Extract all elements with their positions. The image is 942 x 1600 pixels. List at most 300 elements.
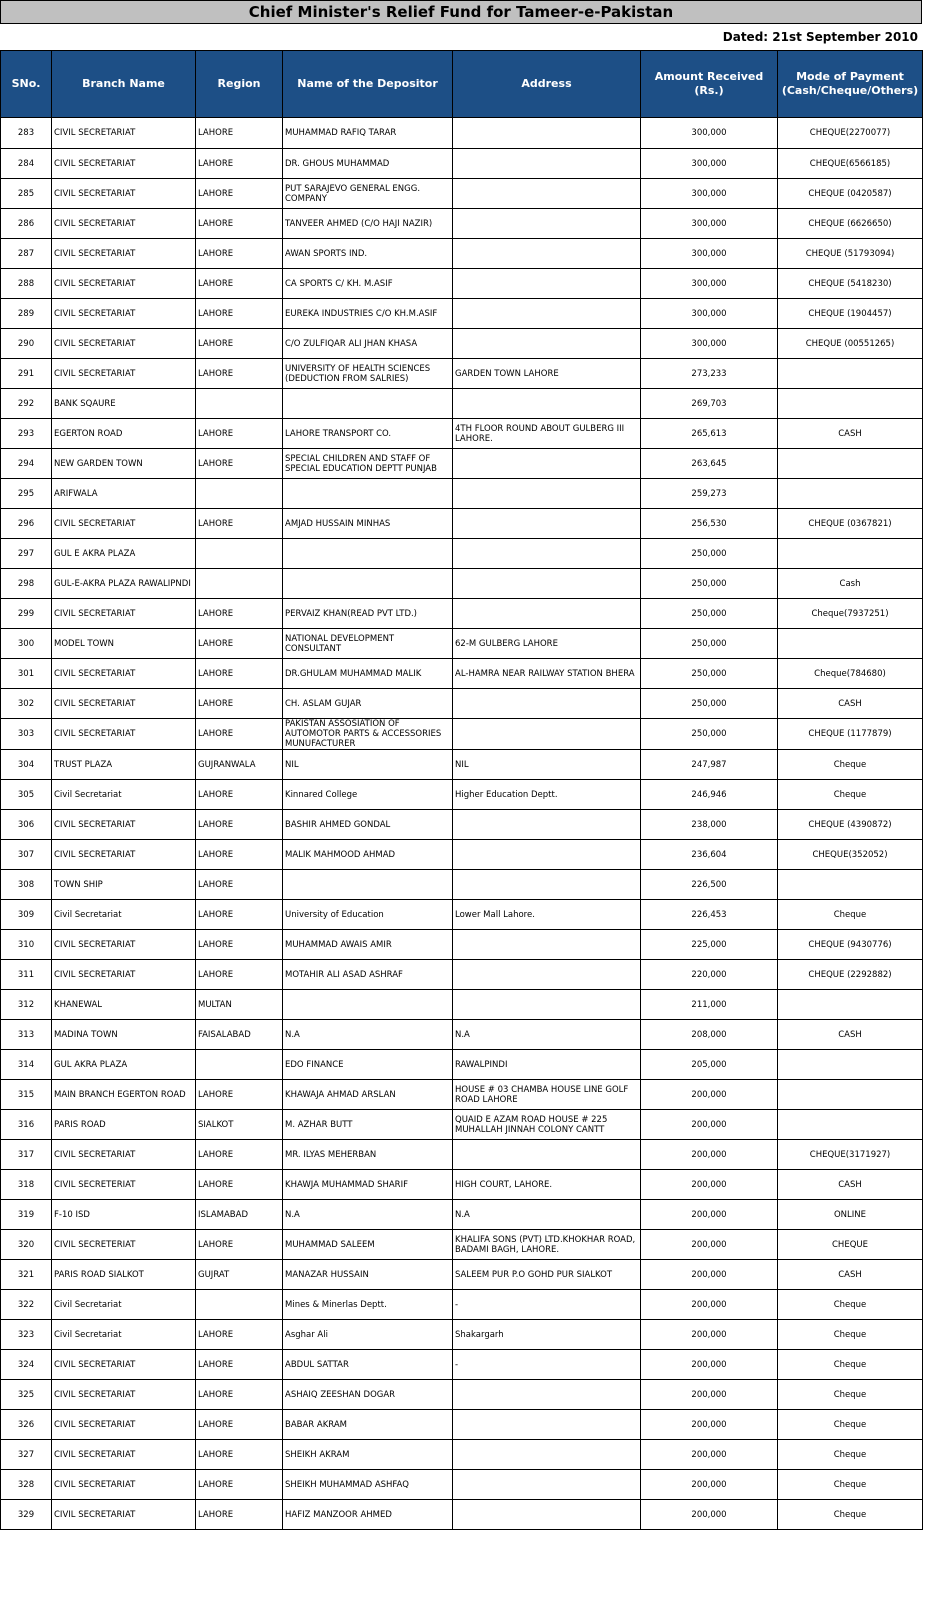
region-cell: LAHORE: [196, 1410, 283, 1440]
branch-cell: ARIFWALA: [52, 479, 196, 509]
depositor-cell: CH. ASLAM GUJAR: [283, 689, 453, 719]
branch-cell: CIVIL SECRETARIAT: [52, 209, 196, 239]
address-cell: Higher Education Deptt.: [453, 780, 641, 810]
payment-mode-cell: Cheque: [778, 1500, 923, 1530]
sno-cell: 326: [1, 1410, 52, 1440]
sno-cell: 319: [1, 1200, 52, 1230]
table-row: [1, 810, 923, 840]
address-cell: [453, 479, 641, 509]
address-cell: [453, 840, 641, 870]
payment-mode-cell: CHEQUE (1904457): [778, 299, 923, 329]
region-cell: [196, 539, 283, 569]
branch-cell: CIVIL SECRETERIAT: [52, 1170, 196, 1200]
sno-cell: 309: [1, 900, 52, 930]
branch-cell: CIVIL SECRETARIAT: [52, 810, 196, 840]
address-cell: [453, 599, 641, 629]
region-cell: LAHORE: [196, 209, 283, 239]
region-cell: LAHORE: [196, 870, 283, 900]
amount-cell: 269,703: [641, 389, 778, 419]
depositor-cell: AMJAD HUSSAIN MINHAS: [283, 509, 453, 539]
branch-cell: NEW GARDEN TOWN: [52, 449, 196, 479]
branch-cell: CIVIL SECRETARIAT: [52, 1350, 196, 1380]
depositor-cell: [283, 569, 453, 599]
branch-cell: MAIN BRANCH EGERTON ROAD: [52, 1080, 196, 1110]
sno-cell: 292: [1, 389, 52, 419]
amount-cell: 200,000: [641, 1290, 778, 1320]
amount-cell: 259,273: [641, 479, 778, 509]
region-cell: LAHORE: [196, 239, 283, 269]
region-cell: LAHORE: [196, 1140, 283, 1170]
region-cell: LAHORE: [196, 1350, 283, 1380]
address-cell: Lower Mall Lahore.: [453, 900, 641, 930]
payment-mode-cell: Cheque: [778, 1320, 923, 1350]
region-cell: LAHORE: [196, 1230, 283, 1260]
address-cell: [453, 449, 641, 479]
branch-cell: GUL AKRA PLAZA: [52, 1050, 196, 1080]
address-cell: [453, 118, 641, 149]
header-payment-mode: Mode of Payment (Cash/Cheque/Others): [778, 51, 923, 118]
address-cell: -: [453, 1350, 641, 1380]
sno-cell: 315: [1, 1080, 52, 1110]
region-cell: LAHORE: [196, 810, 283, 840]
table-row: [1, 1110, 923, 1140]
depositor-cell: DR.GHULAM MUHAMMAD MALIK: [283, 659, 453, 689]
table-row: [1, 1050, 923, 1080]
address-cell: [453, 239, 641, 269]
branch-cell: CIVIL SECRETERIAT: [52, 1230, 196, 1260]
branch-cell: Civil Secretariat: [52, 780, 196, 810]
payment-mode-cell: [778, 1110, 923, 1140]
sno-cell: 324: [1, 1350, 52, 1380]
depositor-cell: [283, 539, 453, 569]
branch-cell: CIVIL SECRETARIAT: [52, 1140, 196, 1170]
amount-cell: 226,500: [641, 870, 778, 900]
region-cell: LAHORE: [196, 118, 283, 149]
region-cell: LAHORE: [196, 659, 283, 689]
header-region: Region: [196, 51, 283, 118]
sno-cell: 320: [1, 1230, 52, 1260]
amount-cell: 300,000: [641, 209, 778, 239]
branch-cell: CIVIL SECRETARIAT: [52, 930, 196, 960]
depositor-cell: BABAR AKRAM: [283, 1410, 453, 1440]
table-row: [1, 1380, 923, 1410]
depositor-cell: [283, 990, 453, 1020]
sno-cell: 294: [1, 449, 52, 479]
amount-cell: 238,000: [641, 810, 778, 840]
sno-cell: 300: [1, 629, 52, 659]
depositor-cell: MR. ILYAS MEHERBAN: [283, 1140, 453, 1170]
payment-mode-cell: [778, 449, 923, 479]
address-cell: [453, 960, 641, 990]
branch-cell: CIVIL SECRETARIAT: [52, 719, 196, 750]
amount-cell: 247,987: [641, 750, 778, 780]
amount-cell: 200,000: [641, 1200, 778, 1230]
branch-cell: TRUST PLAZA: [52, 750, 196, 780]
sno-cell: 311: [1, 960, 52, 990]
table-row: [1, 149, 923, 179]
table-row: [1, 1260, 923, 1290]
amount-cell: 250,000: [641, 659, 778, 689]
depositor-cell: HAFIZ MANZOOR AHMED: [283, 1500, 453, 1530]
branch-cell: Civil Secretariat: [52, 900, 196, 930]
depositor-cell: PAKISTAN ASSOSIATION OF AUTOMOTOR PARTS & ACCESSORIES MUNUFACTURER: [283, 719, 453, 750]
address-cell: -: [453, 1290, 641, 1320]
table-row: [1, 1170, 923, 1200]
amount-cell: 208,000: [641, 1020, 778, 1050]
payment-mode-cell: CHEQUE(352052): [778, 840, 923, 870]
branch-cell: CIVIL SECRETARIAT: [52, 118, 196, 149]
payment-mode-cell: ONLINE: [778, 1200, 923, 1230]
payment-mode-cell: [778, 870, 923, 900]
region-cell: LAHORE: [196, 1380, 283, 1410]
depositor-cell: MUHAMMAD SALEEM: [283, 1230, 453, 1260]
amount-cell: 273,233: [641, 359, 778, 389]
branch-cell: CIVIL SECRETARIAT: [52, 329, 196, 359]
address-cell: [453, 1410, 641, 1440]
region-cell: LAHORE: [196, 1500, 283, 1530]
table-row: [1, 389, 923, 419]
table-row: [1, 1320, 923, 1350]
address-cell: [453, 389, 641, 419]
depositor-cell: [283, 389, 453, 419]
depositor-cell: AWAN SPORTS IND.: [283, 239, 453, 269]
date-label: Dated: 21st September 2010: [722, 30, 918, 44]
payment-mode-cell: CASH: [778, 1170, 923, 1200]
table-row: [1, 509, 923, 539]
amount-cell: 263,645: [641, 449, 778, 479]
depositor-cell: MOTAHIR ALI ASAD ASHRAF: [283, 960, 453, 990]
sno-cell: 303: [1, 719, 52, 750]
depositor-cell: SHEIKH AKRAM: [283, 1440, 453, 1470]
amount-cell: 205,000: [641, 1050, 778, 1080]
depositor-cell: Kinnared College: [283, 780, 453, 810]
region-cell: LAHORE: [196, 1320, 283, 1350]
depositor-cell: ABDUL SATTAR: [283, 1350, 453, 1380]
address-cell: [453, 870, 641, 900]
header-depositor: Name of the Depositor: [283, 51, 453, 118]
branch-cell: F-10 ISD: [52, 1200, 196, 1230]
sno-cell: 302: [1, 689, 52, 719]
table-row: [1, 719, 923, 750]
depositor-cell: UNIVERSITY OF HEALTH SCIENCES (DEDUCTION FROM SALRIES): [283, 359, 453, 389]
table-row: [1, 629, 923, 659]
sno-cell: 297: [1, 539, 52, 569]
branch-cell: CIVIL SECRETARIAT: [52, 179, 196, 209]
amount-cell: 200,000: [641, 1140, 778, 1170]
table-row: [1, 689, 923, 719]
table-row: [1, 118, 923, 149]
amount-cell: 246,946: [641, 780, 778, 810]
address-cell: AL-HAMRA NEAR RAILWAY STATION BHERA: [453, 659, 641, 689]
sno-cell: 325: [1, 1380, 52, 1410]
header-branch-name: Branch Name: [52, 51, 196, 118]
region-cell: LAHORE: [196, 599, 283, 629]
address-cell: [453, 990, 641, 1020]
address-cell: SALEEM PUR P.O GOHD PUR SIALKOT: [453, 1260, 641, 1290]
region-cell: LAHORE: [196, 299, 283, 329]
page-title: Chief Minister's Relief Fund for Tameer-e-Pakistan: [0, 0, 922, 24]
header-amount: Amount Received (Rs.): [641, 51, 778, 118]
address-cell: KHALIFA SONS (PVT) LTD.KHOKHAR ROAD, BADAMI BAGH, LAHORE.: [453, 1230, 641, 1260]
region-cell: LAHORE: [196, 1440, 283, 1470]
table-row: [1, 1200, 923, 1230]
table-row: [1, 299, 923, 329]
amount-cell: 300,000: [641, 329, 778, 359]
payment-mode-cell: [778, 359, 923, 389]
region-cell: LAHORE: [196, 179, 283, 209]
sno-cell: 322: [1, 1290, 52, 1320]
table-row: [1, 599, 923, 629]
branch-cell: MADINA TOWN: [52, 1020, 196, 1050]
branch-cell: Civil Secretariat: [52, 1290, 196, 1320]
region-cell: [196, 569, 283, 599]
table-row: [1, 359, 923, 389]
amount-cell: 200,000: [641, 1500, 778, 1530]
depositor-cell: PUT SARAJEVO GENERAL ENGG. COMPANY: [283, 179, 453, 209]
payment-mode-cell: CHEQUE (5418230): [778, 269, 923, 299]
payment-mode-cell: CASH: [778, 689, 923, 719]
table-row: [1, 539, 923, 569]
region-cell: ISLAMABAD: [196, 1200, 283, 1230]
branch-cell: CIVIL SECRETARIAT: [52, 149, 196, 179]
address-cell: HIGH COURT, LAHORE.: [453, 1170, 641, 1200]
depositor-cell: N.A: [283, 1200, 453, 1230]
table-row: [1, 870, 923, 900]
address-cell: GARDEN TOWN LAHORE: [453, 359, 641, 389]
address-cell: N.A: [453, 1020, 641, 1050]
sno-cell: 285: [1, 179, 52, 209]
address-cell: NIL: [453, 750, 641, 780]
region-cell: [196, 1290, 283, 1320]
branch-cell: PARIS ROAD SIALKOT: [52, 1260, 196, 1290]
amount-cell: 250,000: [641, 629, 778, 659]
table-row: [1, 780, 923, 810]
address-cell: HOUSE # 03 CHAMBA HOUSE LINE GOLF ROAD LAHORE: [453, 1080, 641, 1110]
sno-cell: 314: [1, 1050, 52, 1080]
payment-mode-cell: CASH: [778, 419, 923, 449]
region-cell: LAHORE: [196, 719, 283, 750]
branch-cell: CIVIL SECRETARIAT: [52, 599, 196, 629]
amount-cell: 300,000: [641, 118, 778, 149]
depositor-cell: SPECIAL CHILDREN AND STAFF OF SPECIAL EDUCATION DEPTT PUNJAB: [283, 449, 453, 479]
depositor-cell: DR. GHOUS MUHAMMAD: [283, 149, 453, 179]
amount-cell: 200,000: [641, 1440, 778, 1470]
sno-cell: 304: [1, 750, 52, 780]
donations-table: [0, 50, 923, 1530]
sno-cell: 308: [1, 870, 52, 900]
amount-cell: 265,613: [641, 419, 778, 449]
sno-cell: 316: [1, 1110, 52, 1140]
amount-cell: 225,000: [641, 930, 778, 960]
amount-cell: 236,604: [641, 840, 778, 870]
region-cell: [196, 1050, 283, 1080]
region-cell: [196, 389, 283, 419]
payment-mode-cell: CHEQUE(2270077): [778, 118, 923, 149]
table-header-row: [1, 51, 923, 118]
sno-cell: 323: [1, 1320, 52, 1350]
table-row: [1, 1470, 923, 1500]
payment-mode-cell: CHEQUE: [778, 1230, 923, 1260]
sno-cell: 305: [1, 780, 52, 810]
region-cell: LAHORE: [196, 689, 283, 719]
region-cell: LAHORE: [196, 419, 283, 449]
branch-cell: GUL E AKRA PLAZA: [52, 539, 196, 569]
sno-cell: 328: [1, 1470, 52, 1500]
sno-cell: 310: [1, 930, 52, 960]
table-body: [1, 118, 923, 1530]
payment-mode-cell: Cheque: [778, 780, 923, 810]
address-cell: [453, 1380, 641, 1410]
region-cell: LAHORE: [196, 509, 283, 539]
address-cell: Shakargarh: [453, 1320, 641, 1350]
table-row: [1, 1140, 923, 1170]
branch-cell: CIVIL SECRETARIAT: [52, 960, 196, 990]
address-cell: N.A: [453, 1200, 641, 1230]
payment-mode-cell: CHEQUE (6626650): [778, 209, 923, 239]
branch-cell: GUL-E-AKRA PLAZA RAWALIPNDI: [52, 569, 196, 599]
sno-cell: 296: [1, 509, 52, 539]
table-row: [1, 419, 923, 449]
depositor-cell: EDO FINANCE: [283, 1050, 453, 1080]
table-row: [1, 990, 923, 1020]
branch-cell: CIVIL SECRETARIAT: [52, 299, 196, 329]
payment-mode-cell: CHEQUE (51793094): [778, 239, 923, 269]
depositor-cell: BASHIR AHMED GONDAL: [283, 810, 453, 840]
amount-cell: 250,000: [641, 599, 778, 629]
depositor-cell: [283, 479, 453, 509]
sno-cell: 299: [1, 599, 52, 629]
address-cell: [453, 329, 641, 359]
amount-cell: 200,000: [641, 1410, 778, 1440]
depositor-cell: EUREKA INDUSTRIES C/O KH.M.ASIF: [283, 299, 453, 329]
region-cell: [196, 479, 283, 509]
payment-mode-cell: CHEQUE(6566185): [778, 149, 923, 179]
payment-mode-cell: CHEQUE (0420587): [778, 179, 923, 209]
amount-cell: 211,000: [641, 990, 778, 1020]
sno-cell: 317: [1, 1140, 52, 1170]
address-cell: [453, 810, 641, 840]
address-cell: [453, 1470, 641, 1500]
branch-cell: CIVIL SECRETARIAT: [52, 269, 196, 299]
amount-cell: 200,000: [641, 1350, 778, 1380]
depositor-cell: MANAZAR HUSSAIN: [283, 1260, 453, 1290]
depositor-cell: Asghar Ali: [283, 1320, 453, 1350]
region-cell: LAHORE: [196, 1080, 283, 1110]
payment-mode-cell: CHEQUE(3171927): [778, 1140, 923, 1170]
branch-cell: TOWN SHIP: [52, 870, 196, 900]
amount-cell: 200,000: [641, 1170, 778, 1200]
branch-cell: EGERTON ROAD: [52, 419, 196, 449]
address-cell: [453, 569, 641, 599]
amount-cell: 200,000: [641, 1320, 778, 1350]
depositor-cell: SHEIKH MUHAMMAD ASHFAQ: [283, 1470, 453, 1500]
address-cell: [453, 1500, 641, 1530]
table-row: [1, 1440, 923, 1470]
address-cell: QUAID E AZAM ROAD HOUSE # 225 MUHALLAH JINNAH COLONY CANTT: [453, 1110, 641, 1140]
sno-cell: 313: [1, 1020, 52, 1050]
table-row: [1, 659, 923, 689]
sno-cell: 312: [1, 990, 52, 1020]
payment-mode-cell: CHEQUE (1177879): [778, 719, 923, 750]
region-cell: LAHORE: [196, 149, 283, 179]
branch-cell: Civil Secretariat: [52, 1320, 196, 1350]
amount-cell: 220,000: [641, 960, 778, 990]
branch-cell: CIVIL SECRETARIAT: [52, 1380, 196, 1410]
payment-mode-cell: [778, 629, 923, 659]
amount-cell: 200,000: [641, 1260, 778, 1290]
depositor-cell: LAHORE TRANSPORT CO.: [283, 419, 453, 449]
amount-cell: 250,000: [641, 539, 778, 569]
sno-cell: 288: [1, 269, 52, 299]
address-cell: [453, 689, 641, 719]
region-cell: LAHORE: [196, 900, 283, 930]
amount-cell: 250,000: [641, 689, 778, 719]
amount-cell: 300,000: [641, 269, 778, 299]
sno-cell: 287: [1, 239, 52, 269]
sno-cell: 290: [1, 329, 52, 359]
payment-mode-cell: CASH: [778, 1260, 923, 1290]
address-cell: [453, 1140, 641, 1170]
payment-mode-cell: [778, 990, 923, 1020]
payment-mode-cell: Cheque: [778, 1380, 923, 1410]
address-cell: [453, 149, 641, 179]
address-cell: [453, 509, 641, 539]
region-cell: LAHORE: [196, 449, 283, 479]
depositor-cell: MUHAMMAD RAFIQ TARAR: [283, 118, 453, 149]
address-cell: 62-M GULBERG LAHORE: [453, 629, 641, 659]
sno-cell: 293: [1, 419, 52, 449]
region-cell: LAHORE: [196, 930, 283, 960]
amount-cell: 200,000: [641, 1380, 778, 1410]
depositor-cell: TANVEER AHMED (C/O HAJI NAZIR): [283, 209, 453, 239]
branch-cell: CIVIL SECRETARIAT: [52, 689, 196, 719]
payment-mode-cell: Cash: [778, 569, 923, 599]
address-cell: [453, 1440, 641, 1470]
table-row: [1, 179, 923, 209]
payment-mode-cell: Cheque: [778, 900, 923, 930]
region-cell: SIALKOT: [196, 1110, 283, 1140]
table-row: [1, 569, 923, 599]
amount-cell: 256,530: [641, 509, 778, 539]
amount-cell: 226,453: [641, 900, 778, 930]
payment-mode-cell: CHEQUE (9430776): [778, 930, 923, 960]
table-row: [1, 269, 923, 299]
payment-mode-cell: CHEQUE (00551265): [778, 329, 923, 359]
branch-cell: CIVIL SECRETARIAT: [52, 1470, 196, 1500]
payment-mode-cell: Cheque(784680): [778, 659, 923, 689]
amount-cell: 250,000: [641, 719, 778, 750]
address-cell: [453, 209, 641, 239]
branch-cell: BANK SQAURE: [52, 389, 196, 419]
table-row: [1, 209, 923, 239]
address-cell: [453, 719, 641, 750]
region-cell: GUJRANWALA: [196, 750, 283, 780]
amount-cell: 200,000: [641, 1230, 778, 1260]
depositor-cell: University of Education: [283, 900, 453, 930]
table-row: [1, 329, 923, 359]
address-cell: [453, 179, 641, 209]
amount-cell: 250,000: [641, 569, 778, 599]
depositor-cell: Mines & Minerlas Deptt.: [283, 1290, 453, 1320]
region-cell: MULTAN: [196, 990, 283, 1020]
branch-cell: CIVIL SECRETARIAT: [52, 239, 196, 269]
depositor-cell: CA SPORTS C/ KH. M.ASIF: [283, 269, 453, 299]
depositor-cell: NATIONAL DEVELOPMENT CONSULTANT: [283, 629, 453, 659]
amount-cell: 200,000: [641, 1080, 778, 1110]
region-cell: LAHORE: [196, 269, 283, 299]
sno-cell: 286: [1, 209, 52, 239]
table-row: [1, 1230, 923, 1260]
